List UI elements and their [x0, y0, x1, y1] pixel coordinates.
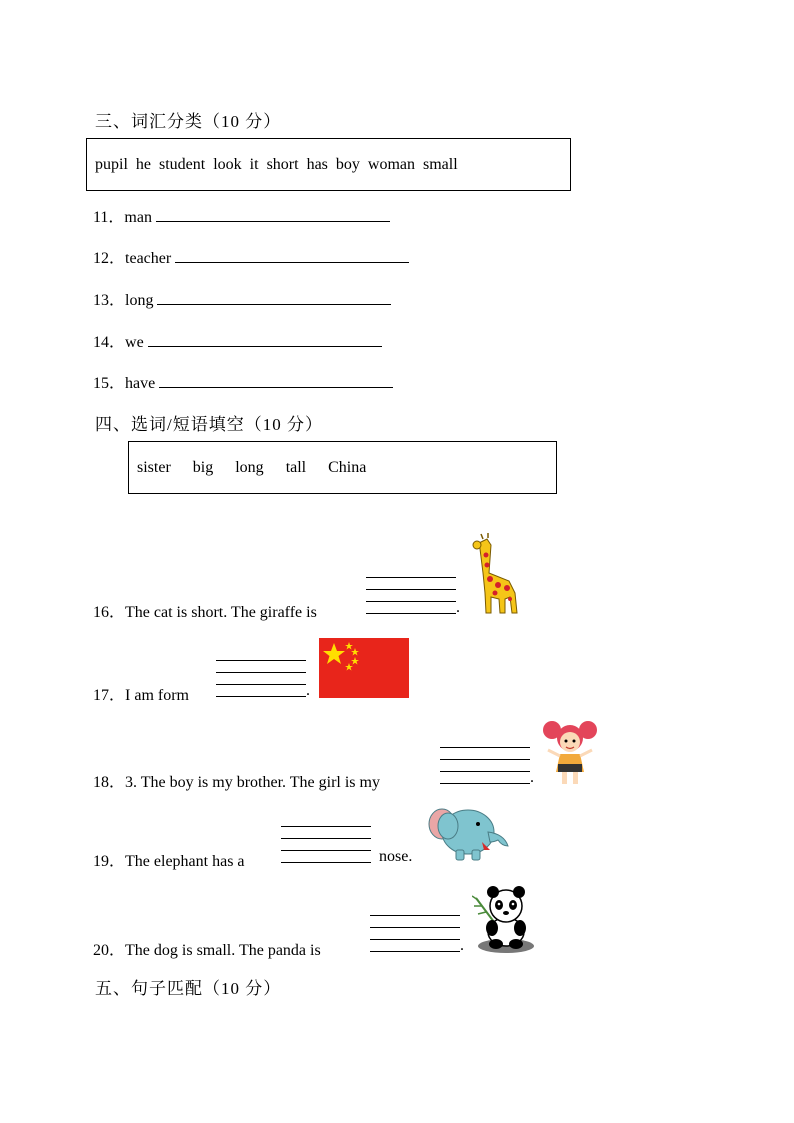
answer-blank-lines[interactable]: [281, 826, 371, 866]
section-4-title: 四、选词/短语填空（10 分）: [95, 415, 323, 434]
section-4-word-bank: [128, 441, 557, 494]
word-bank-item: has: [306, 156, 328, 173]
question-end: nose.: [379, 848, 413, 865]
answer-blank-lines[interactable]: [216, 660, 306, 700]
word-bank-item: student: [159, 156, 206, 173]
giraffe-icon: [465, 533, 527, 617]
question-14: [93, 329, 382, 352]
question-18: [93, 769, 380, 792]
word-bank-item: pupil: [95, 156, 128, 173]
question-text: The cat is short. The giraffe is: [125, 604, 317, 621]
question-13: [93, 287, 391, 310]
word-bank-item: he: [135, 156, 151, 173]
question-number: 20．: [93, 942, 126, 959]
china-flag-icon: [319, 638, 409, 698]
question-11: [93, 204, 390, 227]
question-end: .: [530, 769, 534, 786]
question-end: .: [306, 682, 310, 699]
question-word: we: [125, 334, 144, 351]
elephant-icon: [428, 802, 512, 864]
word-bank-item: big: [192, 459, 214, 476]
section-3-word-bank: [86, 138, 571, 191]
word-bank-item: small: [423, 156, 458, 173]
question-text: The elephant has a: [125, 853, 245, 870]
question-number: 13．: [93, 292, 126, 309]
answer-blank[interactable]: [175, 248, 409, 263]
panda-icon: [472, 882, 536, 954]
question-word: teacher: [125, 250, 172, 267]
question-number: 17．: [93, 687, 126, 704]
word-bank-item: short: [266, 156, 299, 173]
word-bank-item: tall: [285, 459, 307, 476]
question-number: 11．: [93, 209, 125, 226]
question-number: 19．: [93, 853, 126, 870]
word-bank-item: sister: [137, 459, 171, 476]
girl-icon: [542, 716, 598, 786]
question-20: [93, 937, 321, 960]
question-17: [93, 682, 189, 705]
section-3-title: 三、词汇分类（10 分）: [95, 112, 282, 131]
answer-blank[interactable]: [159, 373, 393, 388]
question-19: [93, 848, 245, 871]
word-bank-item: look: [213, 156, 242, 173]
question-16: [93, 599, 317, 622]
question-text: 3. The boy is my brother. The girl is my: [125, 774, 380, 791]
answer-blank-lines[interactable]: [366, 577, 456, 617]
question-text: I am form: [125, 687, 189, 704]
question-number: 16．: [93, 604, 126, 621]
answer-blank-lines[interactable]: [440, 747, 530, 787]
word-bank-item: woman: [367, 156, 415, 173]
question-word: long: [125, 292, 154, 309]
answer-blank[interactable]: [156, 207, 390, 222]
question-end: .: [460, 937, 464, 954]
answer-blank[interactable]: [157, 290, 391, 305]
word-bank-item: boy: [335, 156, 360, 173]
answer-blank-lines[interactable]: [370, 915, 460, 955]
question-number: 12．: [93, 250, 126, 267]
question-15: [93, 370, 393, 393]
question-word: man: [124, 209, 152, 226]
question-text: The dog is small. The panda is: [125, 942, 321, 959]
answer-blank[interactable]: [148, 332, 382, 347]
question-number: 15．: [93, 375, 126, 392]
question-number: 14．: [93, 334, 126, 351]
section-5-title: 五、句子匹配（10 分）: [95, 979, 282, 998]
question-word: have: [125, 375, 156, 392]
word-bank-item: long: [235, 459, 264, 476]
word-bank-item: it: [249, 156, 259, 173]
question-number: 18．: [93, 774, 126, 791]
word-bank-item: China: [328, 459, 367, 476]
question-end: .: [456, 599, 460, 616]
question-12: [93, 245, 409, 268]
